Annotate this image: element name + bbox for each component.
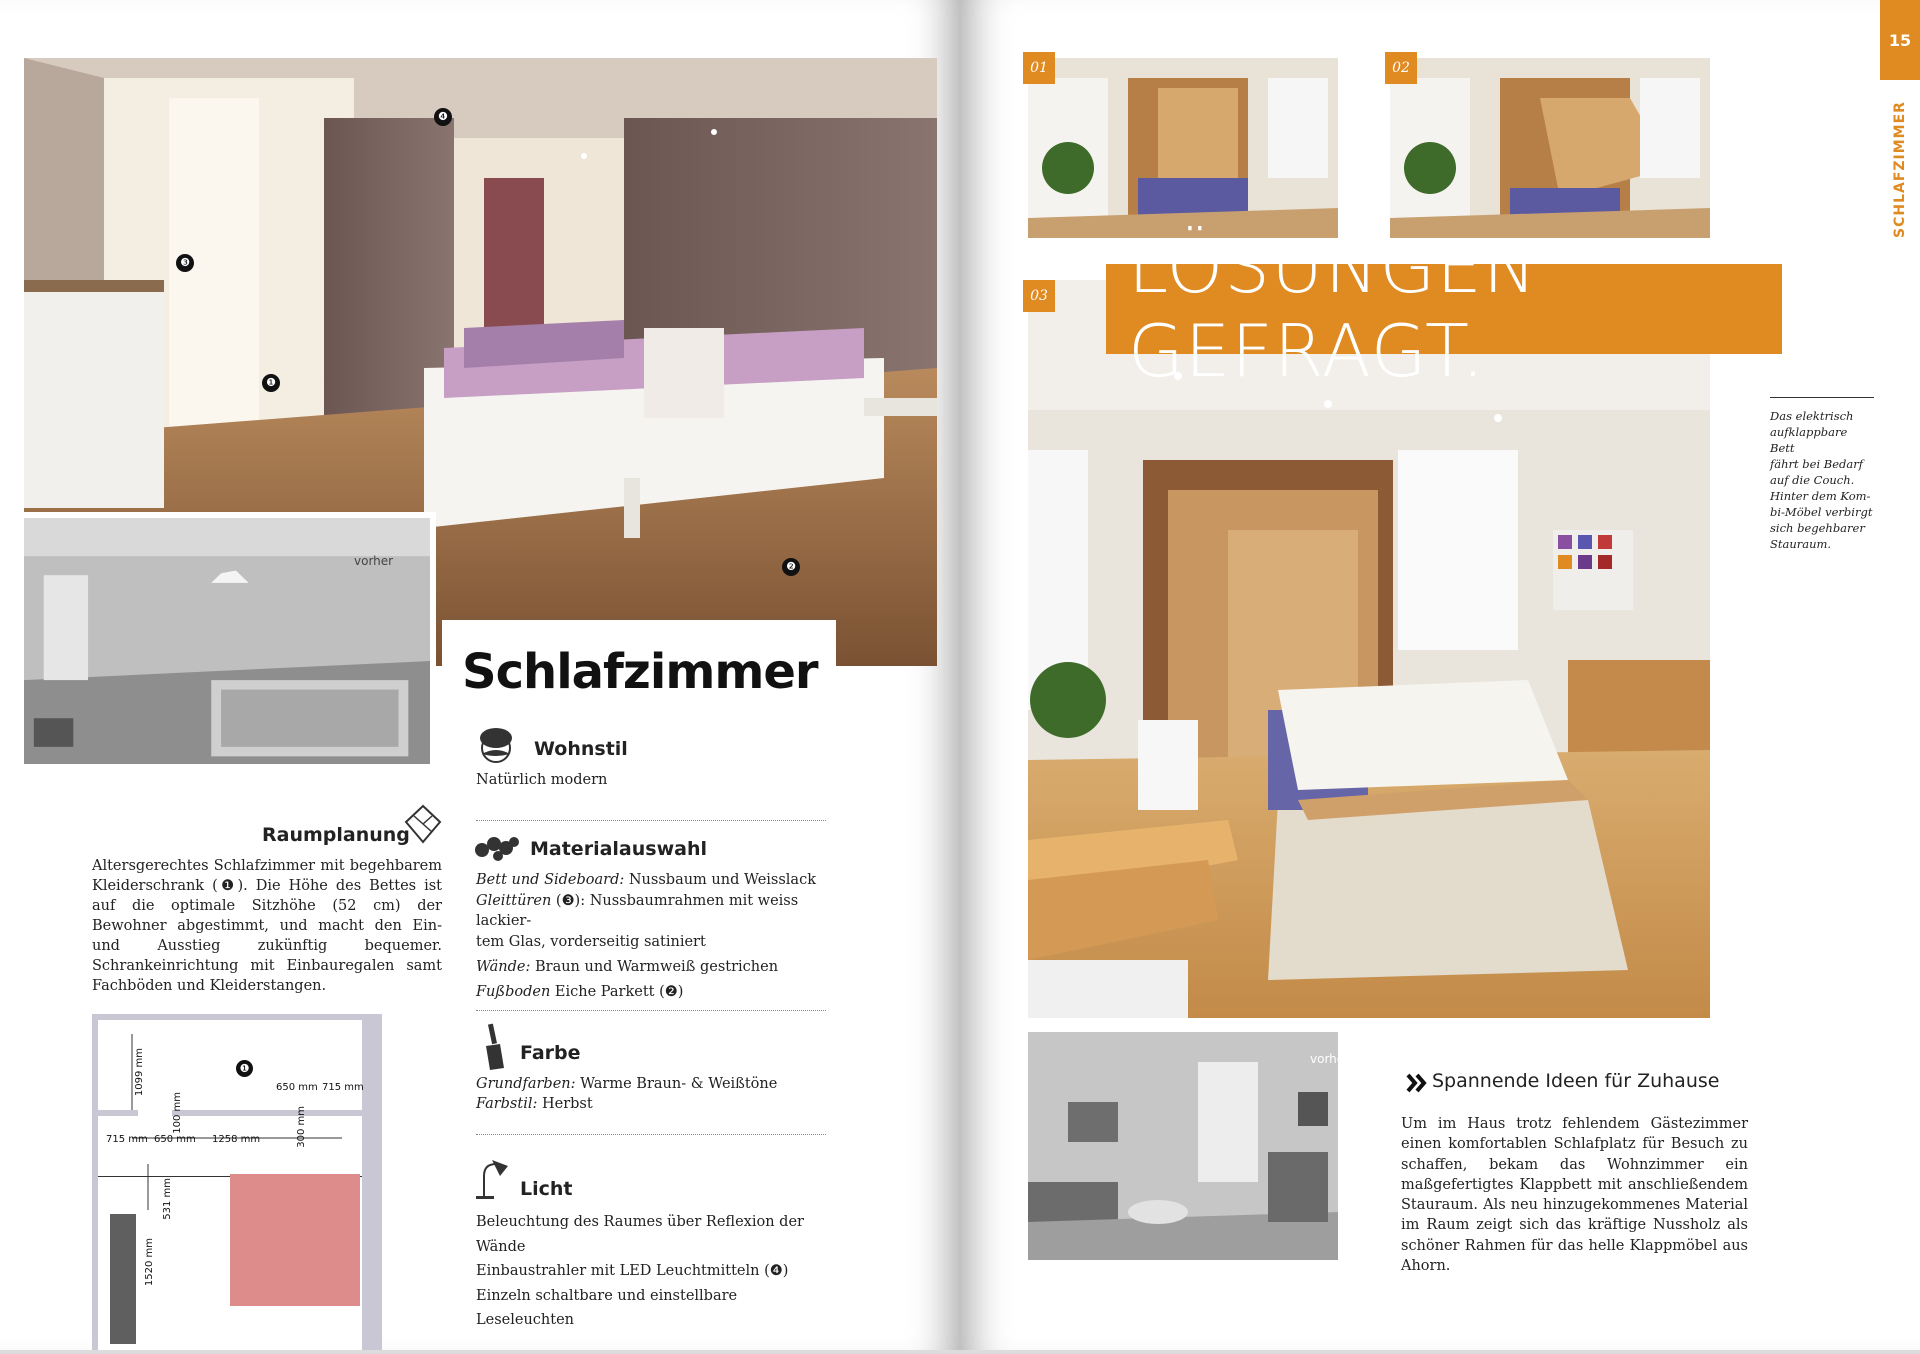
licht-heading: Licht	[520, 1178, 573, 1200]
marker-4: ❹	[434, 108, 452, 126]
dim-label: 531 mm	[162, 1178, 173, 1220]
before-label: vorher	[1310, 1052, 1350, 1066]
farbe-line: Farbstil: Herbst	[476, 1096, 593, 1112]
before-photo-bedroom	[24, 512, 436, 770]
dim-label: 1099 mm	[134, 1048, 145, 1097]
floor-plan	[92, 1014, 382, 1350]
ideas-text: Um im Haus trotz fehlendem Gästezimmer einen komfortablen Schlafplatz für Besuch zu schaffen, bekam das Wohnzimmer ein maßgefertigtes Klappbett mit anschließendem Stauraum. Als neu hinzugekommenes Material im Raum zeigt sich das kräftige Nussholz als schöner Rahmen für das helle Klappmöbel aus Ahorn.	[1401, 1116, 1748, 1275]
raumplanung-heading: Raumplanung	[262, 824, 410, 846]
wohnstil-heading: Wohnstil	[534, 738, 628, 760]
right-page	[960, 0, 1920, 1350]
material-line: Bett und Sideboard: Nussbaum und Weisslack	[476, 872, 816, 888]
material-line: Wände: Braun und Warmweiß gestrichen	[476, 959, 779, 975]
before-photo-livingroom	[1028, 1032, 1350, 1260]
wohnstil-text: Natürlich modern	[476, 772, 608, 788]
photo-caption: Das elektrisch aufklappbare Bett fährt bei Bedarf auf die Couch. Hinter dem Kom- bi-Möbel verbirgt sich begehbarer Stauraum.	[1770, 409, 1873, 551]
dim-label: 1520 mm	[144, 1238, 155, 1287]
double-chevron-icon	[1406, 1072, 1428, 1094]
dim-label: 650 mm	[276, 1082, 318, 1093]
paintbrush-icon	[480, 1024, 506, 1072]
materialauswahl-heading: Materialauswahl	[530, 838, 707, 860]
licht-line: Beleuchtung des Raumes über Reflexion der Wände	[476, 1214, 804, 1255]
dim-label: 715 mm	[322, 1082, 364, 1093]
floorplan-icon	[404, 804, 442, 846]
licht-line: Einbaustrahler mit LED Leuchtmitteln (❹)	[476, 1263, 789, 1279]
photo-tag-03: 03	[1023, 280, 1055, 312]
materialauswahl-list	[476, 870, 836, 1002]
floorplan-marker-1: ❶	[236, 1060, 253, 1077]
divider	[476, 1134, 826, 1135]
marker-1: ❶	[262, 374, 280, 392]
dim-label: 650 mm	[154, 1134, 196, 1145]
farbe-heading: Farbe	[520, 1042, 581, 1064]
divider	[476, 820, 826, 821]
raumplanung-text: Altersgerechtes Schlafzimmer mit begehbarem Kleiderschrank (❶). Die Höhe des Bettes ist auf die optimale Sitzhöhe (52 cm) der Bewohner abgestimmt, und macht den Ein- und Ausstieg zukünftig bequemer. Schrankeinrichtung mit Einbauregalen samt Fachböden und Kleiderstangen.	[92, 858, 442, 994]
dim-label: 100 mm	[172, 1092, 183, 1134]
farbe-list	[476, 1074, 836, 1114]
divider	[476, 1010, 826, 1011]
dim-label: 300 mm	[296, 1106, 307, 1148]
left-page	[0, 0, 960, 1350]
page-number: 15	[1880, 0, 1920, 80]
headline: LÖSUNGEN GEFRAGT.	[1128, 225, 1538, 393]
headline-banner	[1106, 225, 1782, 393]
ideas-heading: Spannende Ideen für Zuhause	[1432, 1070, 1720, 1092]
photo-tag-02: 02	[1385, 52, 1417, 84]
desk-lamp-icon	[474, 1158, 510, 1200]
photo-tag-01: 01	[1023, 52, 1055, 84]
material-line: Fußboden Eiche Parkett (❷)	[476, 983, 684, 1000]
photo-02-opening-bed	[1390, 58, 1710, 238]
material-line: Gleittüren (❸): Nussbaumrahmen mit weiss lackier-	[476, 892, 799, 929]
page-title: Schlafzimmer	[462, 644, 818, 700]
material-stones-icon	[474, 834, 520, 862]
licht-list	[476, 1210, 836, 1333]
running-head: SCHLAFZIMMER	[1892, 101, 1908, 239]
dim-label: 715 mm	[106, 1134, 148, 1145]
before-label: vorher	[354, 554, 394, 568]
licht-line: Einzeln schaltbare und einstellbare Leseleuchten	[476, 1287, 738, 1328]
marker-2: ❷	[782, 558, 800, 576]
dim-label: 1258 mm	[212, 1134, 261, 1145]
mustache-face-icon	[474, 726, 518, 766]
farbe-line: Grundfarben: Warme Braun- & Weißtöne	[476, 1076, 778, 1092]
photo-01-closed-bed	[1028, 58, 1338, 238]
caption-rule	[1770, 397, 1874, 398]
material-line: tem Glas, vorderseitig satiniert	[476, 933, 706, 950]
marker-3: ❸	[176, 254, 194, 272]
